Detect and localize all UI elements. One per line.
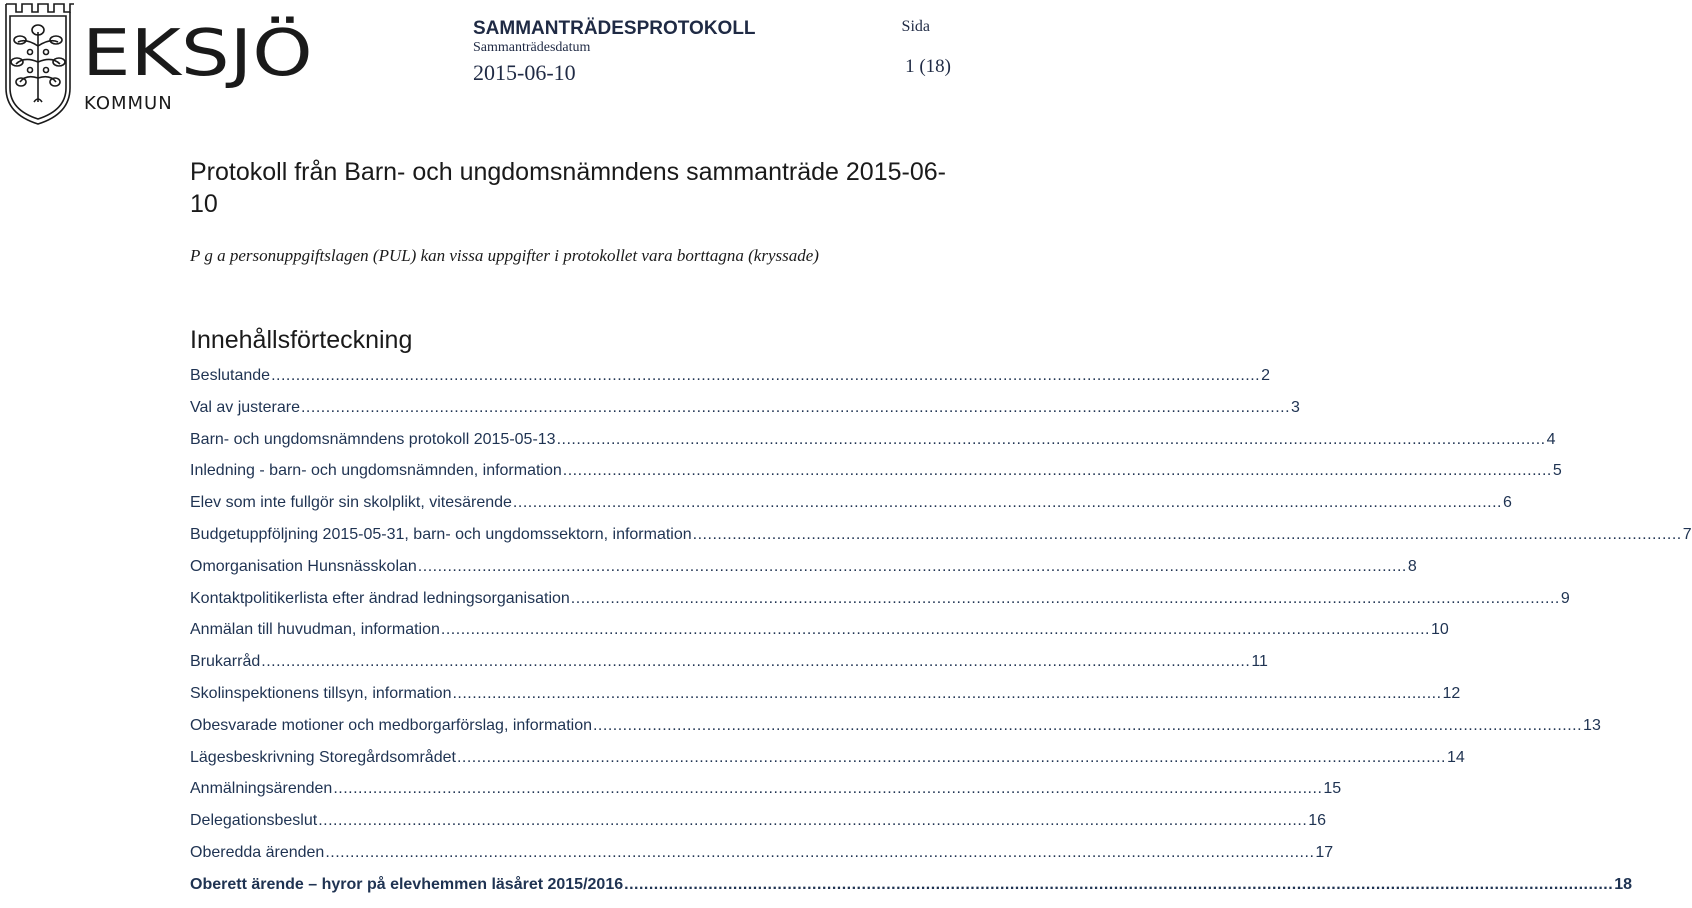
toc-entry[interactable] (190, 780, 1342, 812)
toc-entry-title: Inledning - barn- och ungdomsnämnden, information (190, 462, 562, 480)
toc-entry[interactable] (190, 462, 1562, 494)
toc-entry[interactable] (190, 525, 1692, 558)
toc-entry[interactable] (190, 812, 1327, 844)
toc-leader-dots: ........................................................................................................................................................................................................ (318, 812, 1308, 830)
toc-leader-dots: ........................................................................................................................................................................................................ (440, 621, 1430, 639)
toc-leader-dots: ........................................................................................................................................................................................................ (692, 525, 1682, 543)
toc-leader-dots: ........................................................................................................................................................................................................ (624, 875, 1614, 893)
toc-heading: Innehållsförteckning (190, 326, 413, 354)
toc-leader-dots: ........................................................................................................................................................................................................ (592, 716, 1583, 734)
toc-entry-page: 13 (1583, 716, 1601, 734)
protocol-type-title: SAMMANTRÄDESPROTOKOLL (473, 18, 756, 39)
toc-leader-dots: ........................................................................................................................................................................................................ (271, 367, 1261, 384)
toc-leader-dots: ........................................................................................................................................................................................................ (570, 589, 1560, 607)
toc-entry[interactable] (190, 589, 1570, 622)
page-label: Sida (901, 18, 930, 35)
pul-note: P g a personuppgiftslagen (PUL) kan vissa uppgifter i protokollet vara borttagna (kryssade) (190, 246, 819, 265)
toc-entry-title: Val av justerare (190, 398, 300, 416)
toc-entry-page: 4 (1546, 430, 1556, 448)
toc-entry[interactable] (190, 875, 1632, 908)
toc-entry-page: 5 (1552, 462, 1562, 480)
toc-leader-dots: ........................................................................................................................................................................................................ (333, 780, 1323, 798)
toc-entry-title: Budgetuppföljning 2015-05-31, barn- och ungdomssektorn, information (190, 525, 692, 543)
toc-entry-page: 6 (1502, 494, 1512, 512)
toc-leader-dots: ........................................................................................................................................................................................................ (417, 557, 1407, 575)
toc-entry-title: Elev som inte fullgör sin skolplikt, vitesärende (190, 494, 512, 512)
toc-leader-dots: ........................................................................................................................................................................................................ (512, 494, 1502, 512)
toc-entry-title: Beslutande (190, 367, 271, 384)
toc-entry-page: 9 (1560, 589, 1570, 607)
toc-entry[interactable] (190, 748, 1465, 781)
toc-leader-dots: ........................................................................................................................................................................................................ (456, 748, 1446, 766)
toc-entry-page: 16 (1308, 812, 1327, 830)
toc-entry-title: Oberett ärende – hyror på elevhemmen läsåret 2015/2016 (190, 875, 624, 893)
toc-entry-title: Barn- och ungdomsnämndens protokoll 2015-05-13 (190, 430, 556, 448)
toc-entry-title: Delegationsbeslut (190, 812, 318, 830)
toc-entry-title: Obesvarade motioner och medborgarförslag, information (190, 716, 592, 734)
toc-entry[interactable] (190, 716, 1601, 749)
toc-entry-page: 15 (1323, 780, 1342, 798)
toc-entry-title: Lägesbeskrivning Storegårdsområdet (190, 748, 456, 766)
toc-entry[interactable] (190, 494, 1512, 526)
toc-entry-page: 18 (1614, 875, 1632, 893)
toc-entry-page: 17 (1315, 843, 1334, 861)
toc-entry[interactable] (190, 557, 1417, 590)
toc-entry-page: 14 (1447, 748, 1465, 766)
toc-entry[interactable] (190, 843, 1334, 876)
meeting-date-label: Sammanträdesdatum (473, 40, 591, 55)
table-of-contents (190, 367, 1692, 908)
document-title: Protokoll från Barn- och ungdomsnämndens sammanträde 2015-06-10 (190, 158, 946, 218)
logo-wordmark: EKSJÖ (82, 17, 313, 91)
meeting-date: 2015-06-10 (473, 60, 576, 85)
toc-leader-dots: ........................................................................................................................................................................................................ (556, 430, 1546, 448)
toc-entry-page: 11 (1251, 653, 1268, 671)
toc-entry-page: 10 (1430, 621, 1449, 639)
toc-entry-page: 8 (1407, 557, 1417, 575)
toc-entry-page: 7 (1682, 525, 1692, 543)
toc-entry-page: 3 (1291, 398, 1300, 416)
toc-leader-dots: ........................................................................................................................................................................................................ (562, 462, 1552, 480)
toc-entry[interactable] (190, 684, 1461, 717)
toc-entry-title: Anmälningsärenden (190, 780, 333, 798)
coat-of-arms-icon (2, 2, 74, 126)
toc-leader-dots: ........................................................................................................................................................................................................ (325, 843, 1315, 861)
toc-leader-dots: ........................................................................................................................................................................................................ (452, 684, 1442, 702)
toc-entry[interactable] (190, 367, 1271, 399)
toc-entry-page: 2 (1261, 367, 1271, 384)
toc-entry[interactable] (190, 653, 1268, 685)
toc-entry-title: Omorganisation Hunsnässkolan (190, 557, 417, 575)
toc-entry-title: Skolinspektionens tillsyn, information (190, 684, 452, 702)
toc-entry-title: Brukarråd (190, 653, 261, 671)
toc-leader-dots: ........................................................................................................................................................................................................ (261, 653, 1251, 671)
toc-entry-title: Oberedda ärenden (190, 843, 325, 861)
page-number: 1 (18) (905, 56, 951, 77)
toc-entry[interactable] (190, 398, 1300, 431)
logo-subtitle: KOMMUN (84, 93, 173, 114)
toc-entry-title: Anmälan till huvudman, information (190, 621, 440, 639)
toc-entry-title: Kontaktpolitikerlista efter ändrad ledningsorganisation (190, 589, 570, 607)
toc-entry[interactable] (190, 430, 1556, 463)
toc-leader-dots: ........................................................................................................................................................................................................ (300, 398, 1291, 416)
toc-entry[interactable] (190, 621, 1449, 653)
toc-entry-page: 12 (1442, 684, 1461, 702)
